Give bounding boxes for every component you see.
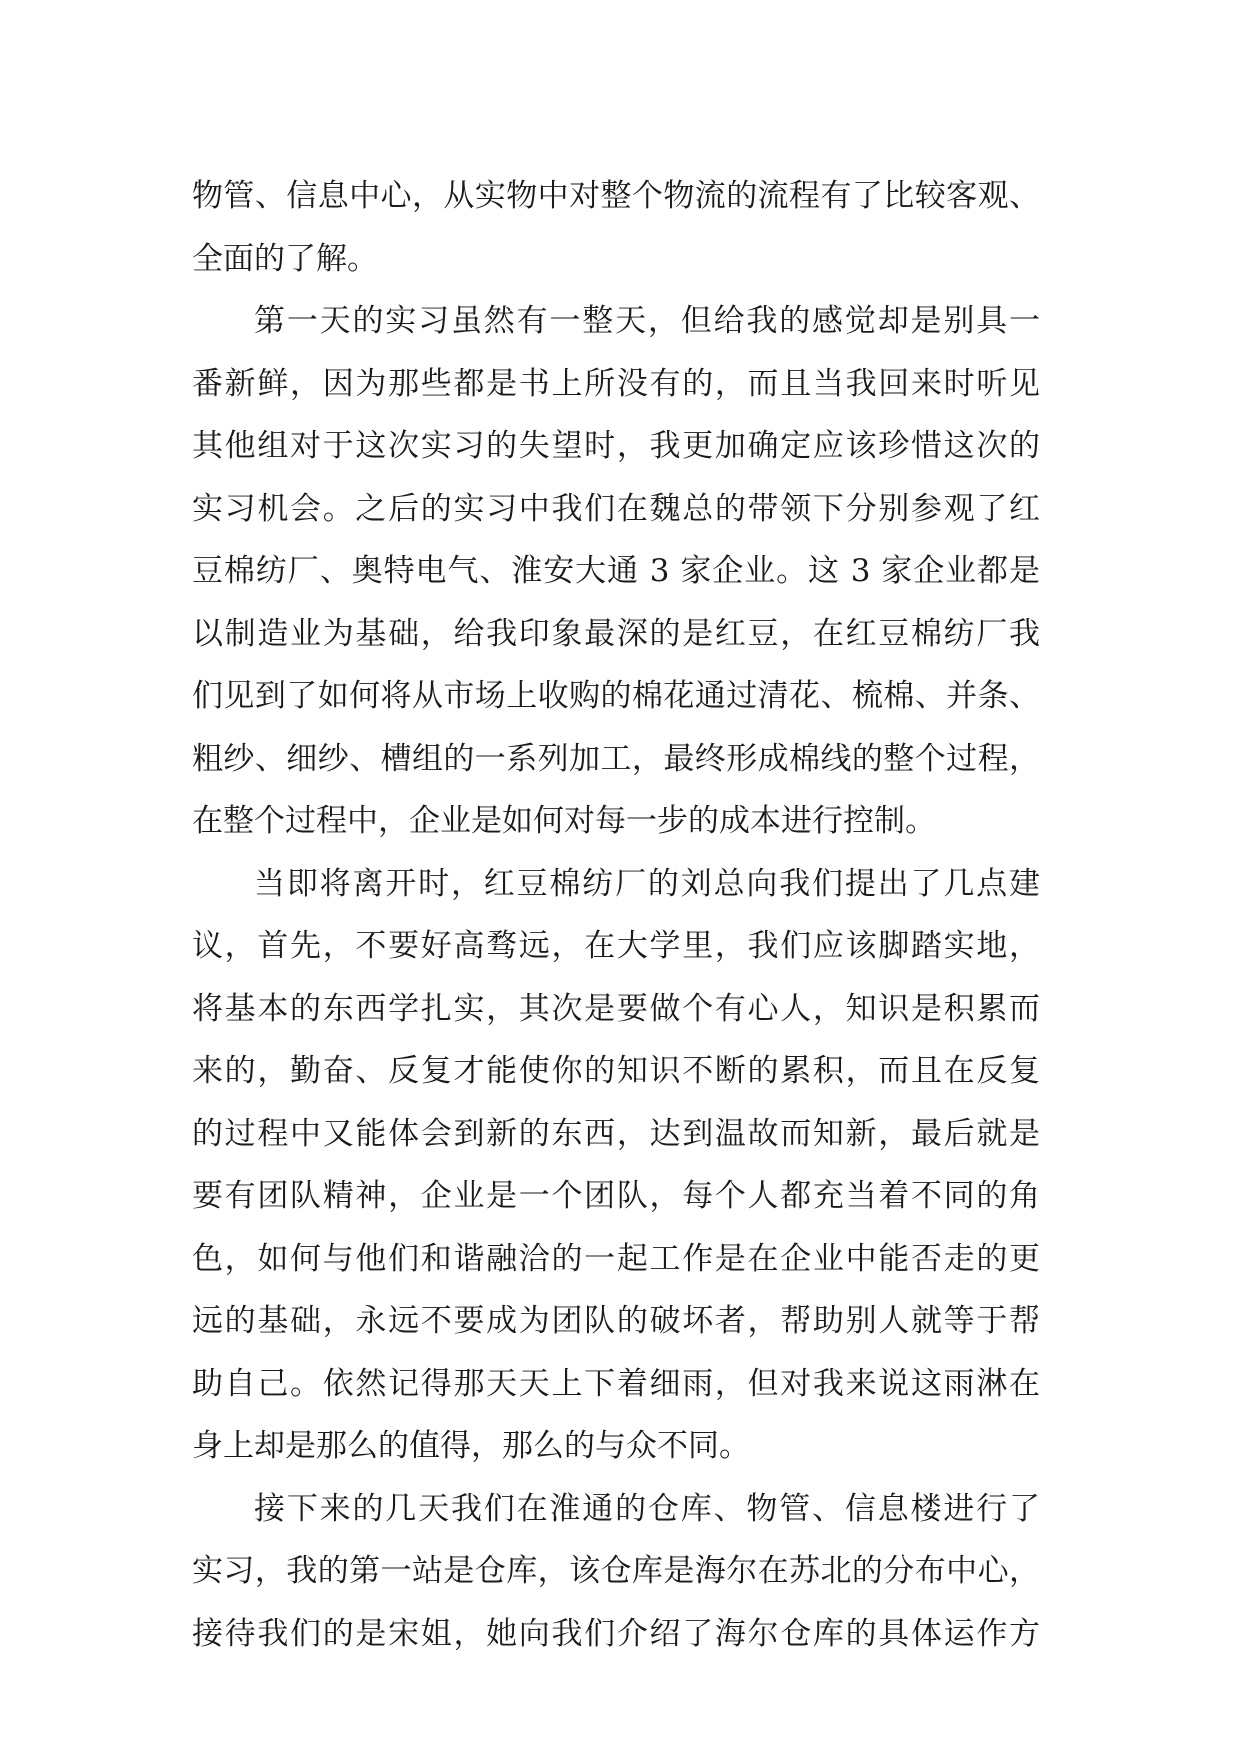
text-line: 豆棉纺厂、奥特电气、淮安大通 3 家企业。这 3 家企业都是: [192, 553, 1040, 589]
text-line: 助自己。依然记得那天天上下着细雨，但对我来说这雨淋在: [192, 1365, 1040, 1402]
paragraph: [192, 1478, 1040, 1666]
text-line: 的过程中又能体会到新的东西，达到温故而知新，最后就是: [192, 1115, 1040, 1152]
text-line: 粗纱、细纱、槽组的一系列加工，最终形成棉线的整个过程，: [192, 740, 1040, 777]
text-line: 议，首先，不要好高骛远，在大学里，我们应该脚踏实地，: [192, 928, 1040, 964]
text-line: 接下来的几天我们在淮通的仓库、物管、信息楼进行了: [254, 1490, 1040, 1527]
paragraph: [192, 290, 1040, 853]
text-line: 番新鲜，因为那些都是书上所没有的，而且当我回来时听见: [192, 365, 1040, 402]
paragraph: [192, 853, 1040, 1478]
text-line: 接待我们的是宋姐，她向我们介绍了海尔仓库的具体运作方: [192, 1615, 1040, 1652]
text-line: 要有团队精神，企业是一个团队，每个人都充当着不同的角: [192, 1178, 1040, 1214]
text-line: 当即将离开时，红豆棉纺厂的刘总向我们提出了几点建: [254, 865, 1040, 902]
paragraph: [192, 165, 1040, 290]
text-line: 以制造业为基础，给我印象最深的是红豆，在红豆棉纺厂我: [192, 615, 1040, 652]
text-line: 身上却是那么的值得，那么的与众不同。: [192, 1428, 750, 1464]
text-line: 其他组对于这次实习的失望时，我更加确定应该珍惜这次的: [192, 428, 1040, 464]
text-line: 们见到了如何将从市场上收购的棉花通过清花、梳棉、并条、: [192, 678, 1040, 714]
text-line: 远的基础，永远不要成为团队的破坏者，帮助别人就等于帮: [192, 1303, 1040, 1339]
text-line: 实习机会。之后的实习中我们在魏总的带领下分别参观了红: [192, 490, 1040, 527]
text-line: 色，如何与他们和谐融洽的一起工作是在企业中能否走的更: [192, 1240, 1040, 1277]
text-line: 实习，我的第一站是仓库，该仓库是海尔在苏北的分布中心，: [192, 1553, 1040, 1589]
text-line: 来的，勤奋、反复才能使你的知识不断的累积，而且在反复: [192, 1053, 1040, 1089]
document-body: [192, 165, 1040, 1665]
text-line: 在整个过程中，企业是如何对每一步的成本进行控制。: [192, 803, 936, 839]
text-line: 物管、信息中心，从实物中对整个物流的流程有了比较客观、: [192, 178, 1040, 214]
text-line: 将基本的东西学扎实，其次是要做个有心人，知识是积累而: [192, 990, 1040, 1027]
text-line: 第一天的实习虽然有一整天，但给我的感觉却是别具一: [254, 303, 1040, 339]
text-line: 全面的了解。: [192, 240, 378, 277]
